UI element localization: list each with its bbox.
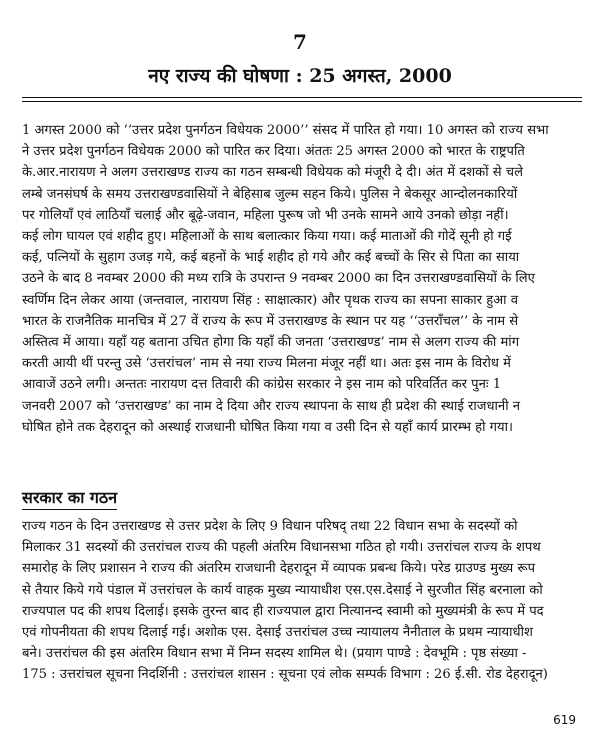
text-line: पर गोलियाँ एवं लाठियाँ चलाई और बूढ़े-जवान, महिला पुरूष जो भी उनके सामने आये उनको छोड़ा नहीं। — [22, 207, 509, 223]
text-line: कई लोग घायल एवं शहीद हुए। महिलाओं के साथ बलात्कार किया गया। कई माताओं की गोदें सूनी हो गई — [22, 229, 512, 245]
text-line: मिलाकर 31 सदस्यों की उत्तरांचल राज्य की पहली अंतरिम विधानसभा गठित हो गयी। उत्तरांचल राज्य के शपथ — [22, 540, 541, 556]
text-line: आवाजें उठने लगी। अन्ततः नारायण दत्त तिवारी की कांग्रेस सरकार ने इस नाम को परिवर्तित कर पुनः 1 — [22, 377, 502, 393]
text-line: राज्यपाल पद की शपथ दिलाई। इसके तुरन्त बाद ही राज्यपाल द्वारा नित्यानन्द स्वामी को मुख्यमंत्री के रूप में पद — [22, 603, 544, 619]
chapter-title: नए राज्य की घोषणा : 25 अगस्त, 2000 — [148, 65, 452, 87]
page-number: 619 — [553, 713, 576, 727]
text-line: घोषित होने तक देहरादून को अस्थाई राजधानी घोषित किया गया व उसी दिन से यहाँ कार्य प्रारम्भ हो गया। — [22, 419, 513, 435]
text-line: कई, पत्नियों के सुहाग उजड़ गये, कई बहनों के भाई शहीद हो गये और कई बच्चों के सिर से पिता का साया — [22, 250, 520, 266]
text-line: भारत के राजनैतिक मानचित्र में 27 वें राज्य के रूप में उत्तराखण्ड के स्थान पर यह ‘‘उत्तराँचल’’ के नाम से — [22, 313, 519, 329]
text-line: समारोह के लिए प्रशासन ने राज्य की अंतरिम राजधानी देहरादून में व्यापक प्रबन्ध किये। परेड ग्राउण्ड मुख्य रूप — [22, 561, 536, 577]
text-line: ने उत्तर प्रदेश पुनर्गठन विधेयक 2000 को पारित कर दिया। अंततः 25 अगस्त 2000 को भारत के राष्ट्रपति — [22, 144, 525, 160]
section-heading: सरकार का गठन — [22, 486, 117, 510]
text-line: उठने के बाद 8 नवम्बर 2000 की मध्य रात्रि के उपरान्त 9 नवम्बर 2000 का दिन उत्तराखण्डवासियों के लिए — [22, 271, 535, 287]
text-line: से तैयार किये गये पंडाल में उत्तरांचल के कार्य वाहक मुख्य न्यायाधीश एस.एस.देसाई ने सुरजीत सिंह बरनाला को — [22, 582, 543, 598]
text-line: के.आर.नारायण ने अलग उत्तराखण्ड राज्य का गठन सम्बन्धी विधेयक को मंजूरी दे दी। अंत में दशकों से चले — [22, 165, 523, 181]
title-rule-top — [22, 97, 582, 98]
text-line: बने। उत्तरांचल की इस अंतरिम विधान सभा में निम्न सदस्य शामिल थे। (प्रयाग पाण्डे : देवभूमि : पृष्ठ संख्या - — [22, 646, 527, 662]
text-line: लम्बे जनसंघर्ष के समय उत्तराखण्डवासियों ने बेहिसाब जुल्म सहन किये। पुलिस ने बेकसूर आन्दोलनकारियों — [22, 186, 518, 202]
paragraph-section — [22, 516, 582, 686]
chapter-number: 7 — [293, 30, 307, 54]
text-line: 1 अगस्त 2000 को ‘‘उत्तर प्रदेश पुनर्गठन विधेयक 2000’’ संसद में पारित हो गया। 10 अगस्त को राज्य सभा — [22, 123, 549, 138]
text-line: एवं गोपनीयता की शपथ दिलाई गई। अशोक एस. देसाई उत्तरांचल उच्च न्यायालय नैनीताल के प्रथम न्यायाधीश — [22, 625, 533, 641]
text-line: 175 : उत्तरांचल सूचना निदर्शिनी : उत्तरांचल शासन : सूचना एवं लोक सम्पर्क विभाग : 26 ई.सी. रोड देहरादून) — [22, 667, 548, 683]
title-rule-bottom — [22, 101, 582, 102]
paragraph-main — [22, 120, 582, 438]
text-line: अस्तित्व में आया। यहाँ यह बताना उचित होगा कि यहाँ की जनता ‘उत्तराखण्ड’ नाम से अलग राज्य की मांग — [22, 335, 520, 351]
text-line: करती आयी थीं परन्तु उसे ‘उत्तरांचल’ नाम से नया राज्य मिलना मंजूर नहीं था। अतः इस नाम के विरोध में — [22, 356, 511, 372]
text-line: स्वर्णिम दिन लेकर आया (जन्तवाल, नारायण सिंह : साक्षात्कार) और पृथक राज्य का सपना साकार हुआ व — [22, 292, 518, 308]
text-line: जनवरी 2007 को ‘उत्तराखण्ड’ का नाम दे दिया और राज्य स्थापना के साथ ही प्रदेश की स्थाई राजधानी न — [22, 398, 521, 414]
text-line: राज्य गठन के दिन उत्तराखण्ड से उत्तर प्रदेश के लिए 9 विधान परिषद् तथा 22 विधान सभा के सदस्यों को — [22, 519, 518, 534]
